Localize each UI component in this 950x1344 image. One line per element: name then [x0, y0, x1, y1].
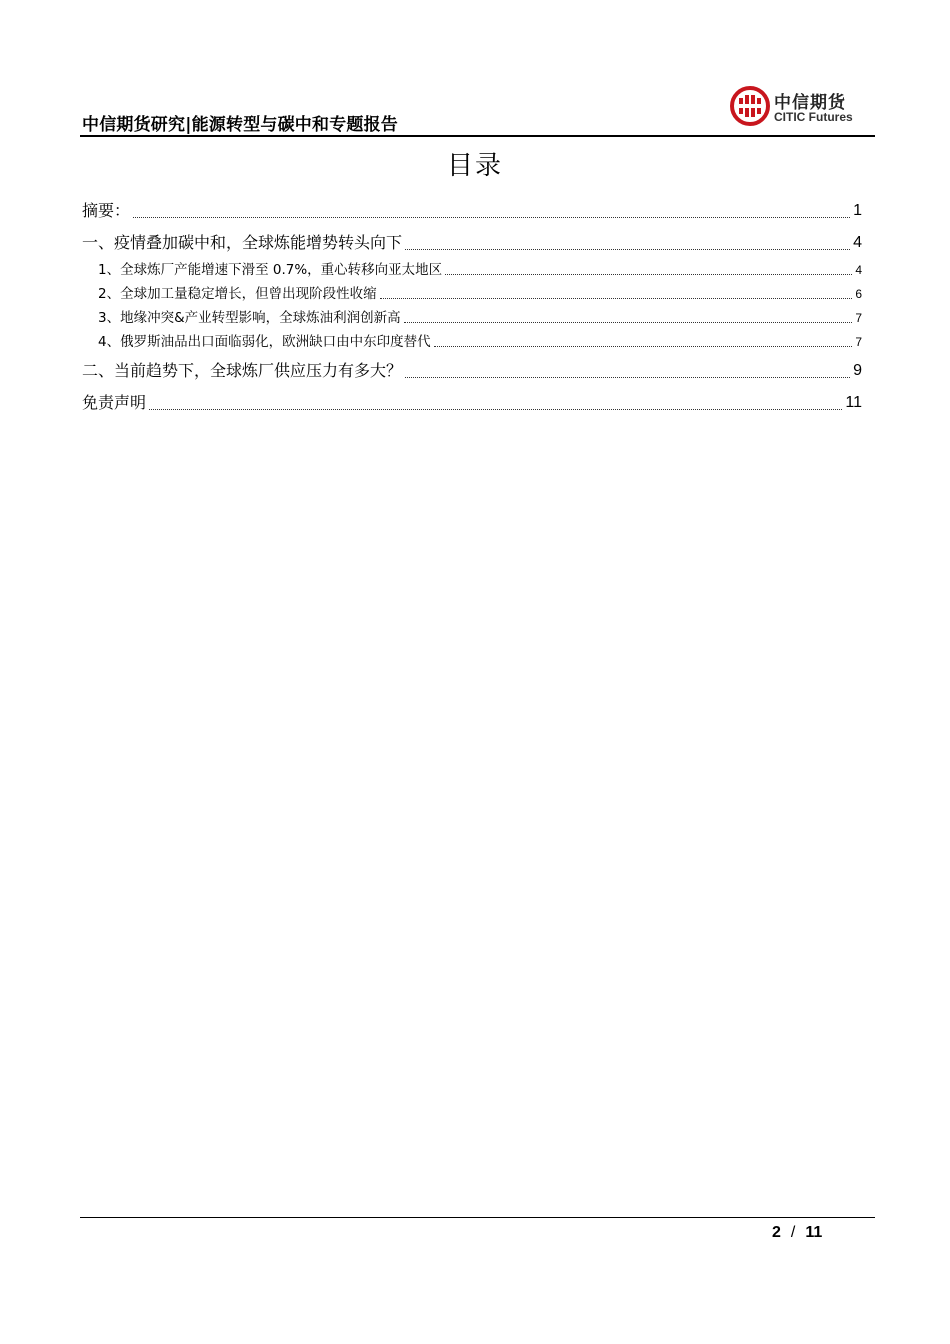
toc-entry-page: 1 [853, 202, 862, 219]
toc-title: 目录 [446, 151, 503, 181]
page-separator: / [790, 1224, 796, 1241]
total-pages: 11 [805, 1224, 823, 1241]
toc-entry-label: 二、当前趋势下，全球炼厂供应压力有多大？ [82, 361, 403, 380]
toc-entry-label: 1、全球炼厂产能增速下滑至 0.7%，重心转移向亚太地区 [98, 262, 443, 278]
toc-leader-dots [445, 274, 852, 275]
footer-divider [80, 1217, 875, 1218]
toc-leader-dots [434, 346, 853, 347]
table-of-contents [82, 192, 862, 416]
toc-entry-page: 11 [845, 394, 862, 411]
toc-entry-label: 2、全球加工量稳定增长，但曾出现阶段性收缩 [98, 286, 377, 302]
toc-entry-section-1-2[interactable] [82, 280, 862, 304]
toc-entry-section-1-3[interactable] [82, 304, 862, 328]
toc-entry-page: 9 [853, 362, 862, 379]
toc-leader-dots [149, 409, 842, 410]
toc-entry-label: 4、俄罗斯油品出口面临弱化，欧洲缺口由中东印度替代 [98, 334, 431, 350]
toc-entry-page: 4 [853, 234, 862, 251]
page-number [772, 1224, 822, 1242]
toc-leader-dots [404, 322, 853, 323]
header-divider [80, 135, 875, 137]
current-page: 2 [772, 1224, 781, 1241]
toc-entry-summary[interactable] [82, 192, 862, 224]
logo-english-name: CITIC Futures [774, 110, 853, 124]
toc-entry-page: 7 [855, 335, 862, 349]
toc-entry-section-2[interactable] [82, 352, 862, 384]
toc-leader-dots [405, 249, 850, 250]
toc-leader-dots [405, 377, 850, 378]
toc-entry-label: 摘要： [82, 201, 131, 220]
citic-futures-logo [730, 86, 870, 130]
toc-entry-section-1[interactable] [82, 224, 862, 256]
toc-entry-section-1-1[interactable] [82, 256, 862, 280]
toc-entry-disclaimer[interactable] [82, 384, 862, 416]
toc-leader-dots [380, 298, 853, 299]
citic-logo-icon [730, 86, 770, 126]
toc-entry-page: 6 [855, 287, 862, 301]
toc-entry-section-1-4[interactable] [82, 328, 862, 352]
toc-entry-label: 3、地缘冲突&产业转型影响，全球炼油利润创新高 [98, 310, 401, 326]
toc-entry-label: 一、疫情叠加碳中和，全球炼能增势转头向下 [82, 233, 403, 252]
toc-entry-page: 7 [855, 311, 862, 325]
toc-entry-page: 4 [855, 263, 862, 277]
logo-chinese-name: 中信期货 [774, 93, 846, 113]
toc-entry-label: 免责声明 [82, 393, 147, 412]
toc-leader-dots [133, 217, 850, 218]
report-header-title: 中信期货研究|能源转型与碳中和专题报告 [82, 115, 399, 135]
